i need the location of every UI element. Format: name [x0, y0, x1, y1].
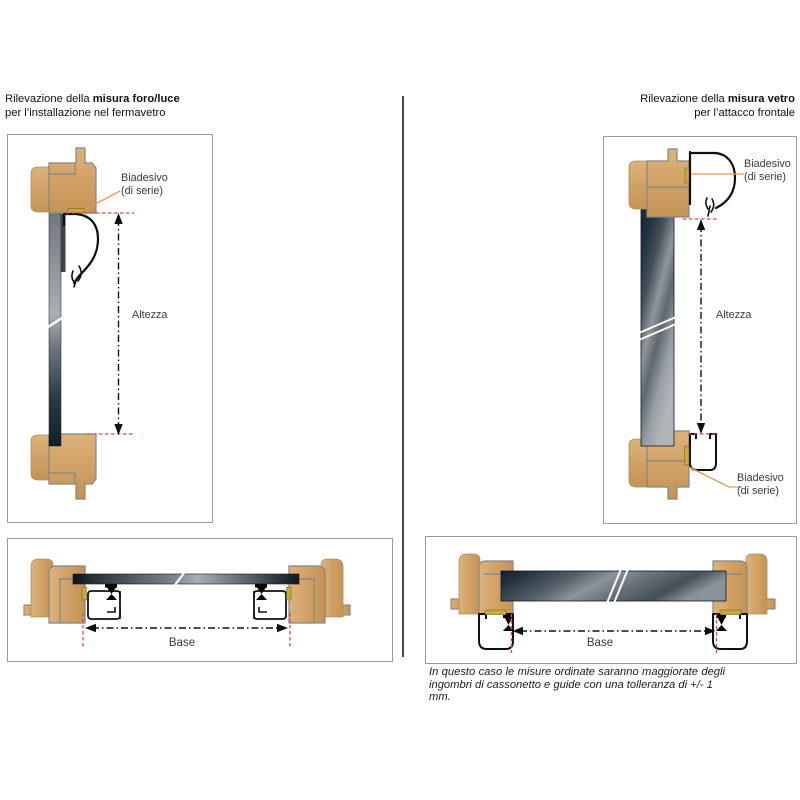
biadesivo-label-line2: (di serie) — [121, 184, 163, 197]
biadesivo-label-line2: (di serie) — [737, 484, 779, 497]
biadesivo-strip-left — [485, 610, 506, 615]
base-dimension-line — [85, 624, 288, 632]
base-label: Base — [586, 637, 614, 649]
title-regular: Rilevazione della — [5, 93, 93, 105]
wood-jamb-left — [24, 559, 85, 623]
biadesivo-strip-left — [82, 587, 87, 600]
altezza-label: Altezza — [716, 309, 752, 321]
title-line2: per l’attacco frontale — [694, 107, 795, 119]
guide-channel — [690, 434, 716, 470]
wood-frame-top — [31, 148, 96, 213]
wood-jamb-right — [289, 559, 350, 623]
biadesivo-label-bottom — [737, 472, 784, 497]
title-bold: misura vetro — [727, 93, 795, 105]
title-line2: per l’installazione nel fermavetro — [5, 107, 166, 119]
tolerance-note — [429, 666, 725, 704]
vetro-vertical-drawing — [604, 137, 796, 523]
dimension-arrowhead-down — [697, 423, 705, 434]
biadesivo-label-line1: Biadesivo — [744, 158, 791, 170]
left-section-title — [5, 92, 180, 120]
dimension-arrowhead-right — [277, 624, 288, 632]
height-dimension-line — [697, 219, 705, 434]
biadesivo-label-top — [744, 158, 791, 183]
section-divider — [402, 96, 404, 657]
fabric-hook-detail — [706, 198, 714, 216]
title-bold: misura foro/luce — [92, 93, 180, 105]
biadesivo-strip — [68, 209, 84, 214]
biadesivo-label-line2: (di serie) — [744, 170, 786, 183]
wood-frame-top — [629, 149, 689, 217]
blind-case-profile — [690, 152, 735, 216]
biadesivo-label — [121, 172, 168, 197]
base-label: Base — [168, 637, 196, 649]
biadesivo-strip-right — [287, 587, 292, 600]
glass-pane — [73, 574, 299, 584]
base-dimension-line — [513, 627, 716, 635]
biadesivo-strip-right — [720, 610, 741, 615]
height-dimension-line — [114, 213, 122, 435]
tolerance-note-line2: ingombri di cassonetto e guide con una tolleranza di +/- 1 mm. — [429, 678, 713, 704]
biadesivo-label-line1: Biadesivo — [121, 172, 168, 184]
dimension-arrowhead-down — [114, 424, 122, 435]
altezza-label: Altezza — [132, 309, 168, 321]
biadesivo-strip-top — [685, 168, 690, 183]
dimension-arrowhead-left — [85, 624, 96, 632]
blind-case-profile — [64, 214, 98, 287]
dimension-arrowhead-up — [114, 213, 122, 224]
foro-luce-vertical-drawing — [8, 135, 212, 522]
wood-frame-bottom — [31, 434, 96, 499]
biadesivo-strip-bottom — [685, 446, 690, 465]
right-section-title — [640, 92, 795, 120]
dimension-arrowhead-up — [697, 219, 705, 230]
panel-foro-luce-vertical — [7, 134, 213, 523]
dimension-arrowhead-left — [513, 627, 524, 635]
tolerance-note-line1: In questo caso le misure ordinate saranno maggiorate degli — [429, 666, 725, 678]
biadesivo-label-line1: Biadesivo — [737, 472, 784, 484]
guide-channel-left — [88, 591, 120, 619]
guide-channel-right — [713, 614, 747, 649]
panel-vetro-vertical — [603, 136, 797, 524]
title-regular: Rilevazione della — [640, 93, 728, 105]
guide-channel-right — [254, 591, 286, 619]
